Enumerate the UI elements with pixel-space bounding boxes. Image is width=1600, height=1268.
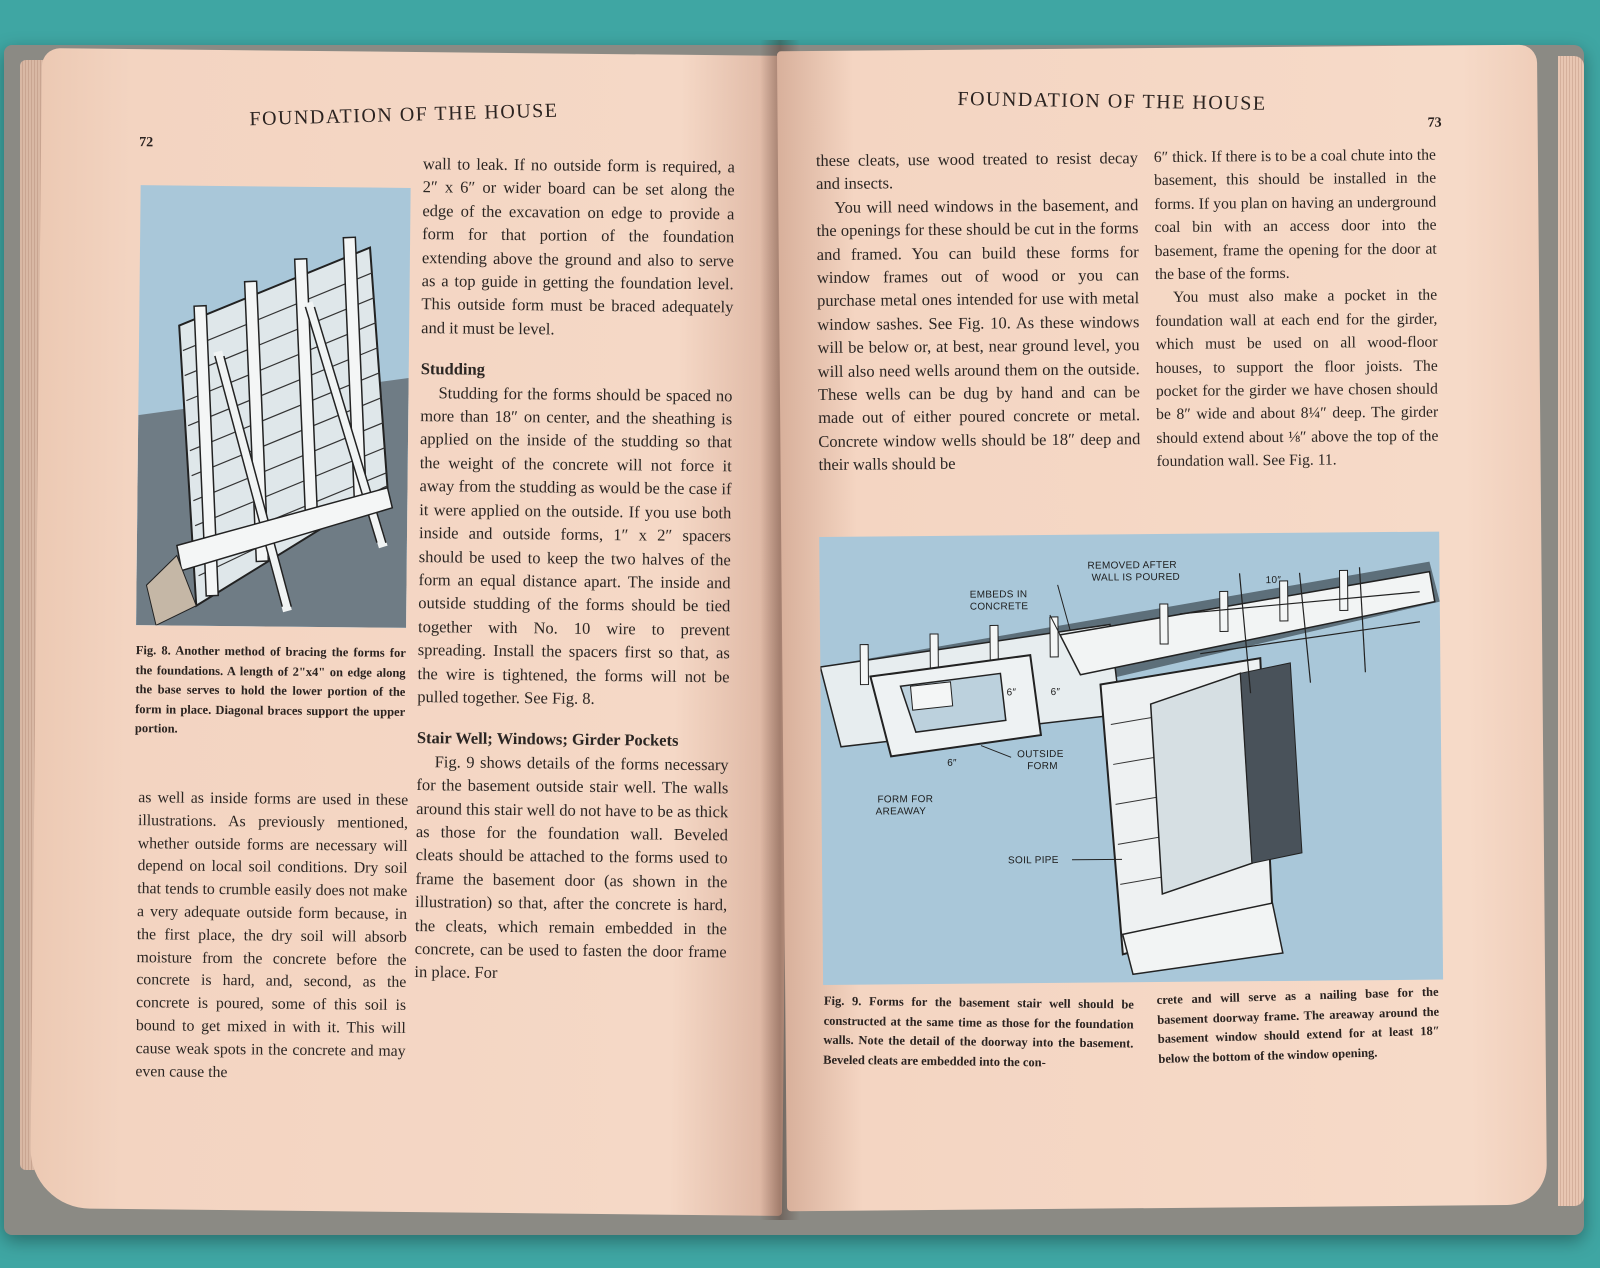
label-soil-pipe: SOIL PIPE [1007,854,1059,867]
figure-9-caption-part-2: crete and will serve as a nailing base for the basement doorway frame. The areaway around the basement window should extend for at least 18″ below the bottom of the window opening. [1156,984,1440,1066]
paragraph: these cleats, use wood treated to resist decay and insects. [815,148,1138,194]
label-six-inch-b: 6″ [1050,686,1061,698]
subhead-stair-well: Stair Well; Windows; Girder Pockets [416,728,679,751]
subhead-studding: Studding [420,359,486,379]
right-page-column-2 [1154,144,1439,474]
paragraph: Studding for the forms should be spaced no more than 18″ on center, and the sheathing is applied on the inside of the studding so that the weight of the concrete will not force it away from the studding as would be the case if it were applied on the outside. If you use both inside and outside forms, 1″ x 2″ spacers should be used to keep the two halves of the form an equal distance apart. The inside and outside studding of the forms should be tied together with No. 10 wire to prevent spreading. Install the spacers first so that, as the wire is tightened, the forms will not be pulled together. See Fig. 8. [417,382,733,708]
paragraph: wall to leak. If no outside form is required, a 2″ x 6″ or wider board can be set along the edge of the excavation on edge to provide a form for that portion of the foundation extending above the ground and also to serve as a top guide in getting the foundation level. This outside form must be braced adequately and it must be level. [421,154,735,339]
figure-8-caption: Fig. 8. Another method of bracing the forms for the foundations. A length of 2"x4" on edge along the base serves to hold the lower portion of the form in place. Diagonal braces support the upper portion. [134,643,406,736]
figure-9-illustration [819,532,1443,985]
figure-9-caption-part-1: Fig. 9. Forms for the basement stair well should be constructed at the same time as those for the foundation walls. Note the detail of the doorway into the basement. Beveled cleats are embedded into the con- [823,993,1134,1069]
right-running-header: FOUNDATION OF THE HOUSE [957,87,1267,115]
label-embeds: EMBEDS IN [969,589,1028,601]
paragraph: 6″ thick. If there is to be a coal chute into the basement, this should be installed in the forms. If you plan on having an underground coal bin with an access door into the basement, frame the opening for the door at the base of the forms. [1153,146,1437,284]
paragraph: You will need windows in the basement, and the openings for these should be cut in the forms and framed. You can build these forms for window frames out of wood or you can purchase metal ones intended for use with metal window sashes. See Fig. 10. As these windows will be below or, at best, near ground level, you will also need wells around them on the outside. These wells can be dug by hand and can be made out of either poured concrete or metal. Concrete window wells should be 18″ deep and their walls should be [816,195,1141,475]
right-page-stack [1558,56,1584,1206]
paragraph: as well as inside forms are used in these illustrations. As previously mentioned, whether outside forms are necessary will depend on local soil conditions. Dry soil that tends to crumble easily does not make a very adequate outside form because, in the first place, the dry soil will absorb moisture from the concrete before the concrete is hard, and, second, as the concrete is poured, some of this soil is bound to get mixed in with it. This will cause weak spots in the concrete and may even cause the [135,789,409,1081]
label-six-inch-c: 6″ [947,757,957,769]
label-removed-2: WALL IS POURED [1091,571,1181,584]
label-areaway-2: AREAWAY [875,806,927,818]
label-ten-inch: 10″ [1265,574,1282,587]
left-page [30,48,794,1216]
left-page-column-2 [414,152,735,987]
right-page-column-1 [816,146,1141,476]
label-six-inch-a: 6″ [1006,687,1017,699]
label-outside: OUTSIDE [1017,748,1064,761]
label-areaway: FORM FOR [877,794,934,806]
paragraph: Fig. 9 shows details of the forms necessary for the basement outside stair well. The walls around this stair well do not have to be as thick as those for the foundation wall. Beveled cleats should be attached to the forms used to frame the basement door (as shown in the illustration) so that, after the concrete is hard, the cleats, which remain embedded in the concrete, can be used to fasten the door frame in place. For [414,751,729,983]
right-page [777,45,1547,1212]
left-running-header: FOUNDATION OF THE HOUSE [249,99,559,131]
form-bracing-drawing [136,185,411,628]
left-page-number: 72 [139,135,154,151]
paragraph: You must also make a pocket in the foundation wall at each end for the girder, which must be used on all wood-floor houses, to support the floor joists. The pocket for the girder we have chosen should be 8″ wide and about 8¼″ deep. The girder should extend about ⅛″ above the top of the foundation wall. See Fig. 11. [1155,287,1439,471]
figure-8-illustration [136,185,411,628]
stair-well-forms-drawing [819,532,1443,985]
right-page-number: 73 [1427,115,1442,131]
left-page-column-1 [135,787,408,1086]
label-embeds-2: CONCRETE [969,601,1029,613]
label-outside-2: FORM [1027,760,1058,773]
label-removed: REMOVED AFTER [1087,559,1177,572]
